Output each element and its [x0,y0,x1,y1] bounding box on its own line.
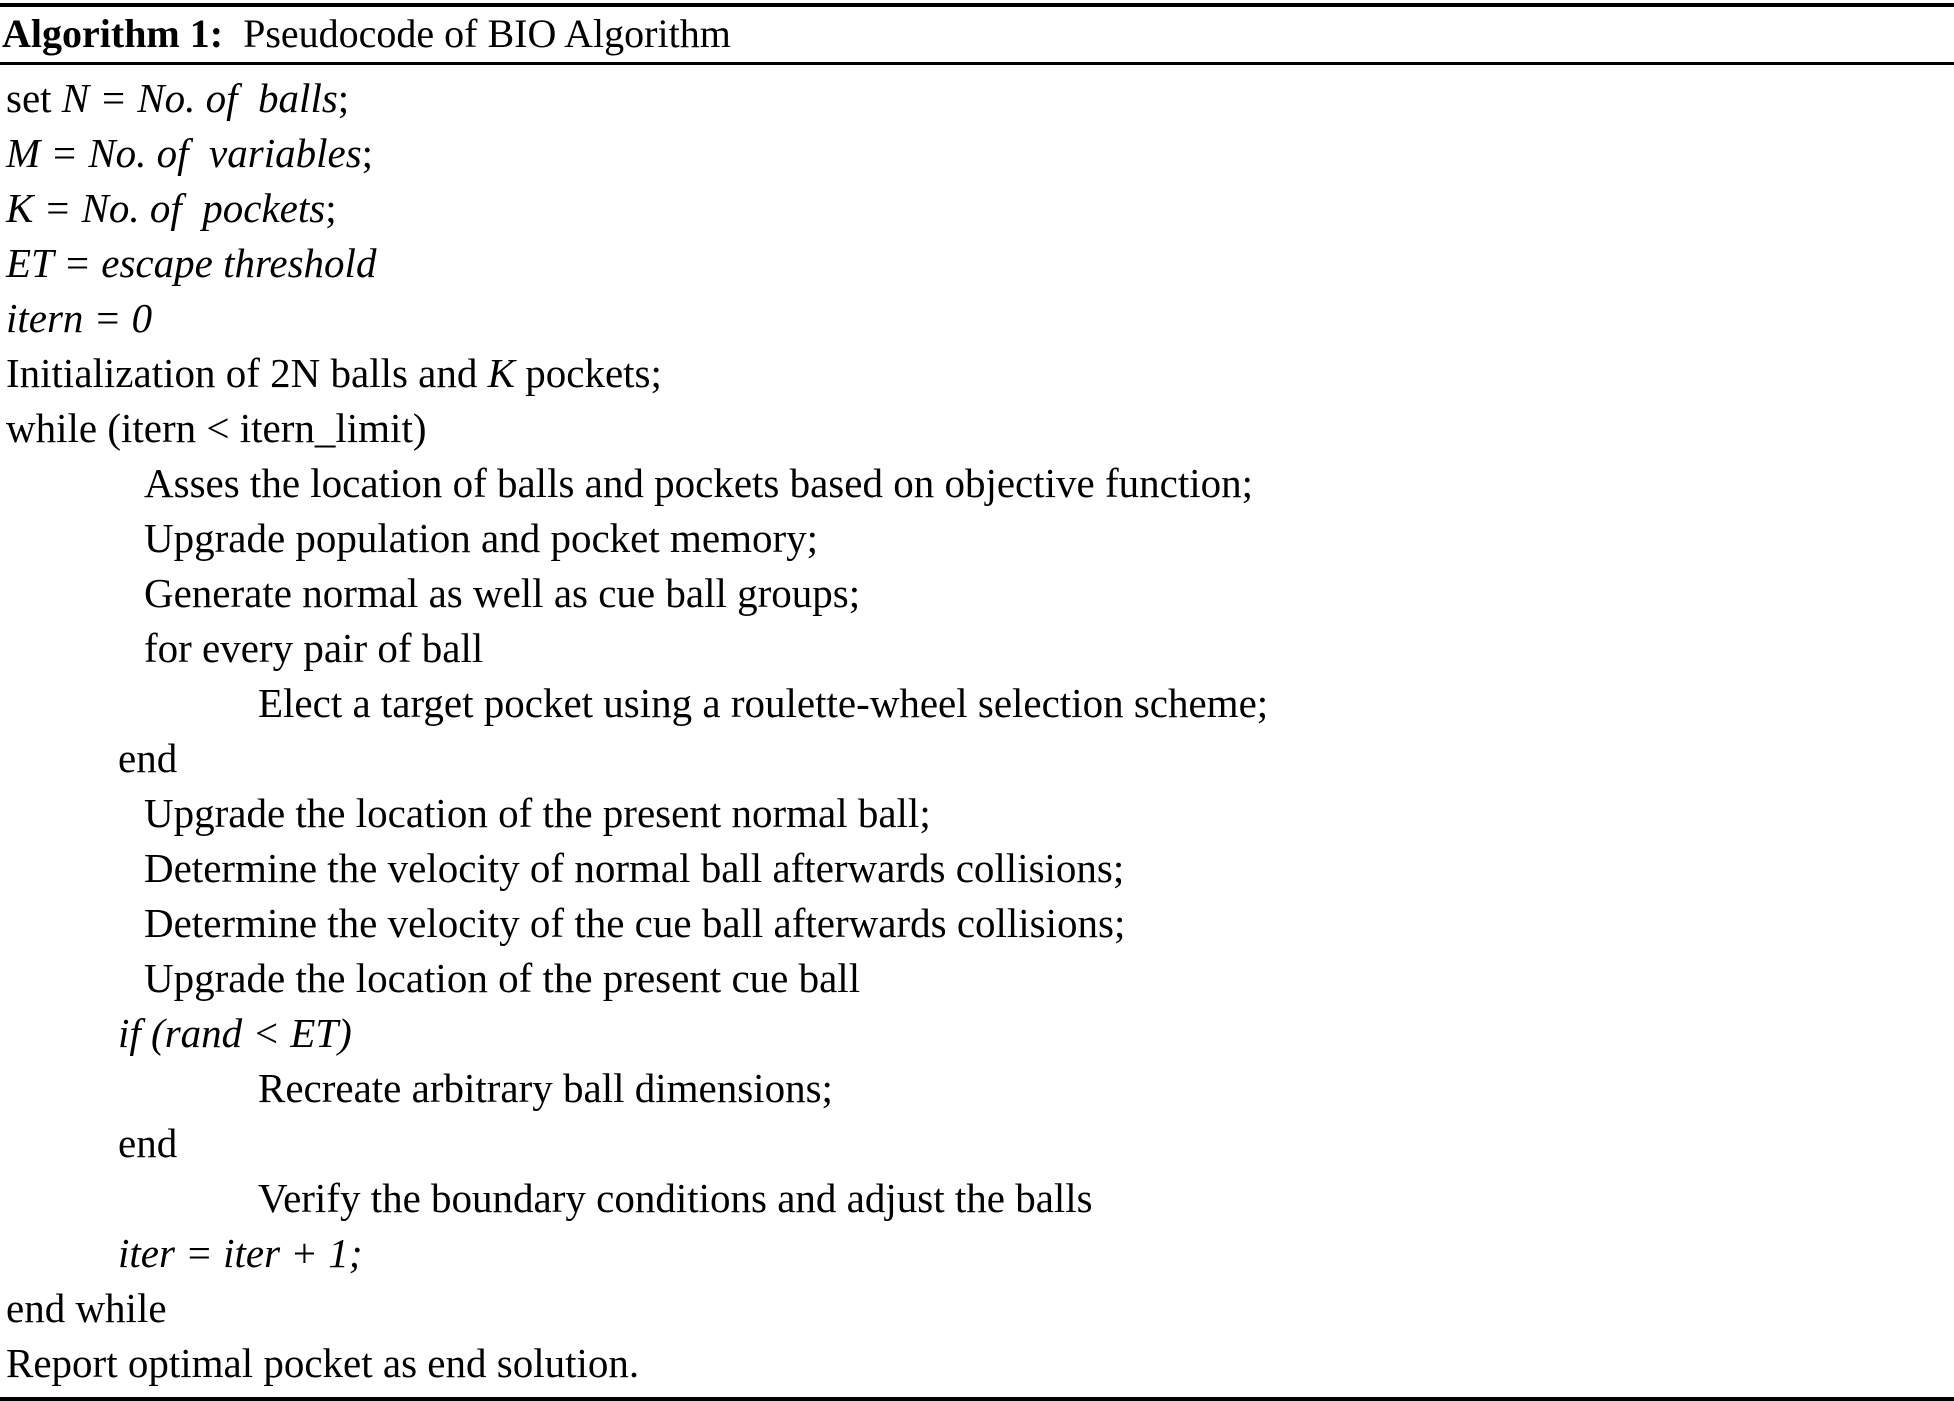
algorithm-line-segment: set [6,75,62,121]
algorithm-line [0,1226,1954,1281]
algorithm-line [0,621,1954,676]
algorithm-line [0,566,1954,621]
algorithm-line [0,786,1954,841]
algorithm-line-segment: ; [337,75,350,121]
algorithm-caption [0,7,1954,62]
algorithm-line [0,731,1954,786]
algorithm-line-segment: Upgrade the location of the present normal ball; [144,790,931,836]
algorithm-line [0,1061,1954,1116]
algorithm-line [0,676,1954,731]
algorithm-line-segment: itern = 0 [6,295,153,341]
algorithm-line-segment: Generate normal as well as cue ball groups; [144,570,861,616]
algorithm-line [0,456,1954,511]
algorithm-line-segment: Report optimal pocket as end solution. [6,1340,640,1386]
algorithm-bottom-rule [0,1397,1954,1401]
algorithm-line [0,71,1954,126]
algorithm-line-segment: ET = escape threshold [6,240,377,286]
algorithm-line-segment: pockets; [515,350,662,396]
algorithm-float [0,3,1954,1401]
algorithm-line [0,181,1954,236]
algorithm-line-segment: M = No. of variables [6,130,362,176]
algorithm-line-segment: Asses the location of balls and pockets based on objective function; [144,460,1254,506]
algorithm-line-segment: N = No. of balls [61,75,338,121]
algorithm-line-segment: end while [6,1285,167,1331]
algorithm-line [0,896,1954,951]
algorithm-line [0,511,1954,566]
algorithm-line-segment: Determine the velocity of the cue ball afterwards collisions; [144,900,1126,946]
algorithm-line [0,1171,1954,1226]
algorithm-line-segment: iter = iter + 1; [118,1230,363,1276]
algorithm-line-segment: Determine the velocity of normal ball afterwards collisions; [144,845,1125,891]
algorithm-line-segment: Verify the boundary conditions and adjust the balls [258,1175,1093,1221]
algorithm-line [0,1281,1954,1336]
algorithm-line-segment: for every pair of ball [144,625,484,671]
algorithm-line [0,346,1954,401]
algorithm-line-segment: Upgrade the location of the present cue ball [144,955,861,1001]
algorithm-line [0,291,1954,346]
algorithm-line-segment: end [118,1120,178,1166]
algorithm-line [0,401,1954,456]
algorithm-code-body [0,65,1954,1397]
algorithm-line-segment: if [118,1010,152,1056]
algorithm-line [0,841,1954,896]
algorithm-line-segment: Recreate arbitrary ball dimensions; [258,1065,833,1111]
algorithm-line [0,1116,1954,1171]
algorithm-caption-title [223,11,243,56]
algorithm-line-segment: (rand < ET) [151,1010,352,1056]
algorithm-line [0,236,1954,291]
algorithm-line-segment: ; [325,185,337,231]
algorithm-line-segment: end [118,735,178,781]
algorithm-line-segment: K [487,350,515,396]
algorithm-caption-label: Algorithm 1: [2,11,224,56]
algorithm-line-segment: while (itern < itern_limit) [6,405,427,451]
algorithm-line [0,1336,1954,1391]
algorithm-line [0,126,1954,181]
algorithm-line-segment: Initialization of 2N balls and [6,350,488,396]
algorithm-line [0,1006,1954,1061]
algorithm-line [0,951,1954,1006]
algorithm-line-segment: ; [361,130,374,176]
algorithm-line-segment: Elect a target pocket using a roulette-wheel selection scheme; [258,680,1269,726]
algorithm-line-segment: K = No. of pockets [6,185,326,231]
algorithm-caption-text: Pseudocode of BIO Algorithm [243,11,731,56]
algorithm-line-segment: Upgrade population and pocket memory; [144,515,819,561]
